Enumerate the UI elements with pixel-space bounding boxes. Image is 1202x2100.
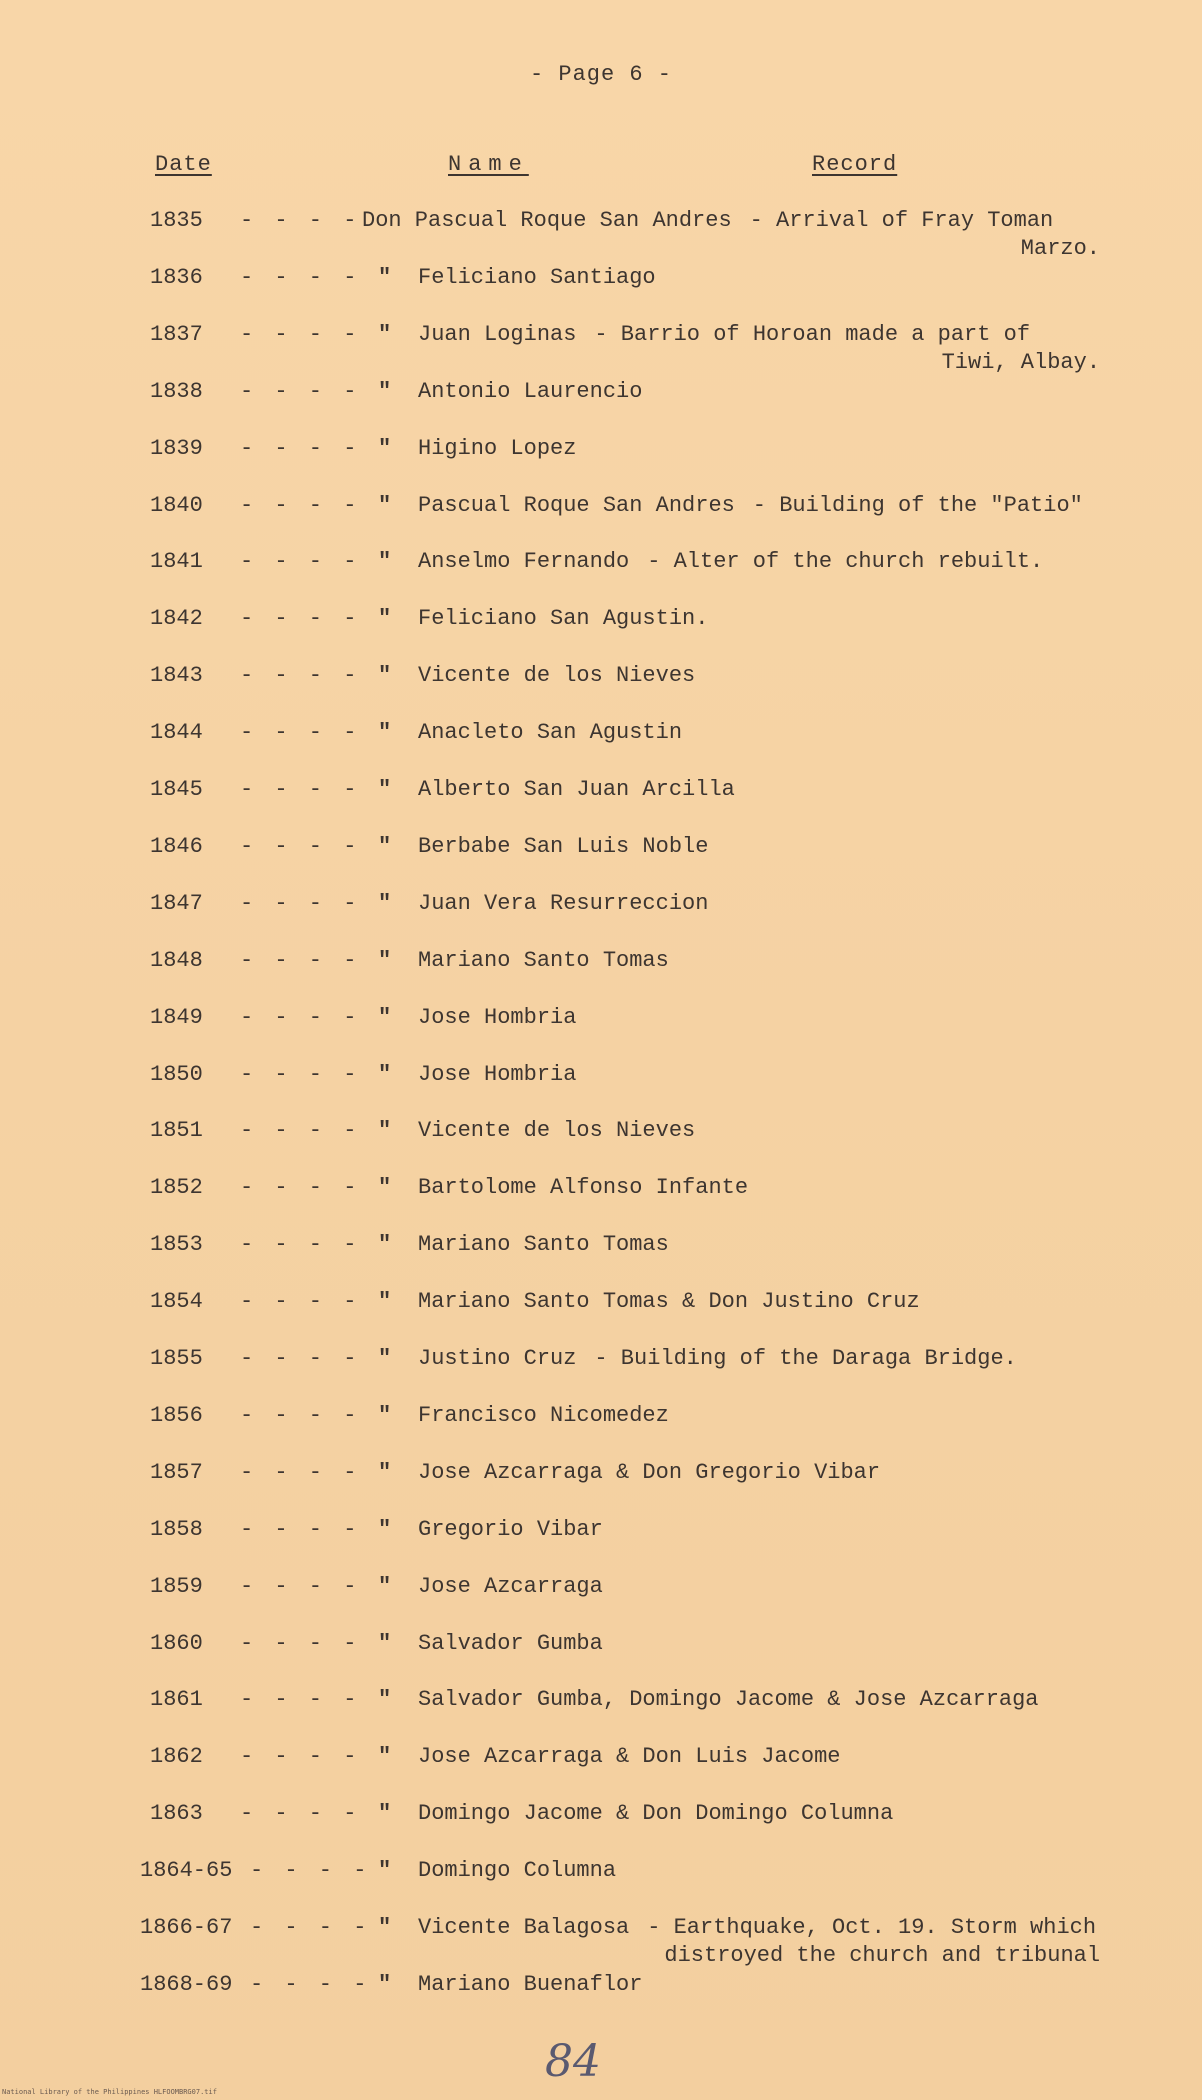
row-year: 1866-67 (140, 1915, 233, 1940)
row-dash-leader: - - - - (240, 833, 361, 859)
ditto-mark: " (378, 1573, 392, 1599)
table-row (0, 1517, 1202, 1573)
row-year: 1844 (150, 720, 203, 746)
ditto-mark: " (378, 606, 392, 632)
page-title: - Page 6 - (529, 62, 673, 87)
row-name: Alberto San Juan Arcilla (418, 777, 735, 802)
row-record-continuation: Tiwi, Albay. (941, 349, 1101, 375)
row-name: Jose Azcarraga & Don Gregorio Vibar (418, 1459, 881, 1485)
row-dash-leader: - - - - (240, 1175, 361, 1201)
row-year: 1839 (150, 435, 203, 461)
row-name: Don Pascual Roque San Andres (362, 208, 732, 233)
row-dash-leader: - - - - (240, 1061, 361, 1087)
table-row (0, 720, 1202, 776)
table-row (0, 1289, 1202, 1345)
row-dash-leader: - - - - (250, 1858, 371, 1884)
table-row (0, 1403, 1202, 1459)
row-name: Antonio Laurencio (418, 378, 643, 404)
row-dash-leader: - - - - (240, 321, 361, 347)
row-dash-leader: - - - - (250, 1971, 371, 1997)
row-name: Berbabe San Luis Noble (418, 833, 709, 859)
table-row (0, 663, 1202, 719)
row-dash-leader: - - - - (240, 1004, 361, 1030)
row-name: Salvador Gumba, Domingo Jacome & Jose Azcarraga (418, 1687, 1039, 1713)
ditto-mark: " (378, 1346, 392, 1371)
table-row (0, 891, 1202, 947)
row-name: Mariano Santo Tomas (418, 947, 669, 973)
row-name: Jose Hombria (418, 1004, 577, 1030)
row-name: Domingo Jacome & Don Domingo Columna (418, 1801, 894, 1827)
handwritten-page-number: 84 (545, 2036, 601, 2087)
ditto-mark: " (378, 720, 392, 746)
row-name: Vicente Balagosa (418, 1915, 630, 1940)
row-name: Pascual Roque San Andres (418, 492, 735, 518)
row-year: 1857 (150, 1459, 203, 1485)
row-name: Jose Azcarraga (418, 1573, 603, 1599)
table-row (0, 1687, 1202, 1743)
row-year: 1846 (150, 833, 203, 859)
table-row (0, 1972, 1202, 2028)
header-date: Date (155, 152, 212, 177)
row-year: 1850 (150, 1061, 203, 1087)
table-row (0, 606, 1202, 662)
ditto-mark: " (378, 663, 392, 689)
row-name: Anselmo Fernando (418, 549, 630, 575)
row-dash-leader: - - - - (240, 606, 361, 632)
row-record: - Barrio of Horoan made a part of (594, 321, 1031, 347)
row-dash-leader: - - - - (240, 1402, 361, 1428)
footer-caption: National Library of the Philippines HLFOOMBRG07.tif (2, 2088, 217, 2096)
row-record: - Building of the "Patio" (752, 492, 1083, 518)
row-dash-leader: - - - - (240, 890, 361, 916)
row-year: 1841 (150, 549, 203, 575)
ditto-mark: " (378, 777, 392, 802)
ditto-mark: " (378, 1402, 392, 1428)
row-year: 1858 (150, 1516, 203, 1542)
ditto-mark: " (378, 1004, 392, 1030)
row-name: Mariano Santo Tomas (418, 1232, 669, 1258)
header-name: Name (448, 152, 529, 177)
row-year: 1838 (150, 378, 203, 404)
row-dash-leader: - - - - (240, 1573, 361, 1599)
table-row (0, 1631, 1202, 1687)
row-year: 1859 (150, 1573, 203, 1599)
row-name: Mariano Buenaflor (418, 1971, 643, 1997)
row-dash-leader: - - - - (240, 1516, 361, 1542)
row-year: 1843 (150, 663, 203, 689)
row-dash-leader: - - - - (240, 1630, 361, 1656)
row-year: 1868-69 (140, 1971, 233, 1997)
table-row (0, 948, 1202, 1004)
table-row (0, 208, 1202, 264)
ditto-mark: " (378, 378, 392, 404)
row-dash-leader: - - - - (240, 208, 361, 233)
ditto-mark: " (378, 947, 392, 973)
table-row (0, 1062, 1202, 1118)
row-year: 1848 (150, 947, 203, 973)
row-dash-leader: - - - - (240, 378, 361, 404)
row-year: 1851 (150, 1118, 203, 1144)
row-dash-leader: - - - - (240, 1289, 361, 1315)
ditto-mark: " (378, 492, 392, 518)
row-dash-leader: - - - - (240, 1744, 361, 1770)
row-record-continuation: Marzo. (1020, 236, 1101, 261)
ditto-mark: " (378, 1858, 392, 1884)
row-name: Domingo Columna (418, 1858, 617, 1884)
row-year: 1836 (150, 264, 203, 290)
row-name: Bartolome Alfonso Infante (418, 1175, 749, 1201)
table-row (0, 834, 1202, 890)
row-year: 1847 (150, 890, 203, 916)
ditto-mark: " (378, 890, 392, 916)
row-dash-leader: - - - - (240, 1118, 361, 1144)
row-dash-leader: - - - - (240, 1459, 361, 1485)
row-record: - Alter of the church rebuilt. (647, 549, 1044, 575)
row-year: 1852 (150, 1175, 203, 1201)
row-year: 1863 (150, 1801, 203, 1827)
table-row (0, 1005, 1202, 1061)
header-record: Record (812, 152, 898, 177)
row-dash-leader: - - - - (240, 1801, 361, 1827)
row-year: 1842 (150, 606, 203, 632)
row-name: Vicente de los Nieves (418, 1118, 696, 1144)
row-year: 1860 (150, 1630, 203, 1656)
ditto-mark: " (378, 1801, 392, 1827)
row-year: 1835 (150, 208, 203, 233)
table-row (0, 1118, 1202, 1174)
table-row (0, 322, 1202, 378)
row-dash-leader: - - - - (240, 1232, 361, 1258)
ditto-mark: " (378, 549, 392, 575)
table-row (0, 1744, 1202, 1800)
ditto-mark: " (378, 1289, 392, 1315)
table-row (0, 1574, 1202, 1630)
table-row (0, 549, 1202, 605)
row-year: 1862 (150, 1744, 203, 1770)
table-row (0, 1915, 1202, 1971)
row-year: 1849 (150, 1004, 203, 1030)
row-dash-leader: - - - - (240, 492, 361, 518)
row-record: - Earthquake, Oct. 19. Storm which (647, 1915, 1097, 1940)
row-dash-leader: - - - - (240, 1687, 361, 1713)
row-name: Salvador Gumba (418, 1630, 603, 1656)
table-row (0, 379, 1202, 435)
table-row (0, 1175, 1202, 1231)
row-name: Justino Cruz (418, 1346, 577, 1371)
row-record: - Building of the Daraga Bridge. (594, 1346, 1017, 1371)
ditto-mark: " (378, 1175, 392, 1201)
row-year: 1854 (150, 1289, 203, 1315)
row-name: Vicente de los Nieves (418, 663, 696, 689)
ditto-mark: " (378, 1915, 392, 1940)
row-name: Gregorio Vibar (418, 1516, 603, 1542)
row-dash-leader: - - - - (240, 947, 361, 973)
ditto-mark: " (378, 264, 392, 290)
row-dash-leader: - - - - (250, 1915, 371, 1940)
row-name: Anacleto San Agustin (418, 720, 683, 746)
row-dash-leader: - - - - (240, 720, 361, 746)
row-year: 1853 (150, 1232, 203, 1258)
row-name: Francisco Nicomedez (418, 1402, 669, 1428)
ditto-mark: " (378, 1061, 392, 1087)
table-row (0, 1346, 1202, 1402)
row-year: 1840 (150, 492, 203, 518)
row-dash-leader: - - - - (240, 264, 361, 290)
ditto-mark: " (378, 1516, 392, 1542)
row-dash-leader: - - - - (240, 435, 361, 461)
row-year: 1864-65 (140, 1858, 233, 1884)
row-dash-leader: - - - - (240, 777, 361, 802)
ditto-mark: " (378, 1971, 392, 1997)
table-row (0, 1858, 1202, 1914)
ditto-mark: " (378, 1232, 392, 1258)
table-row (0, 493, 1202, 549)
table-row (0, 777, 1202, 833)
table-row (0, 1232, 1202, 1288)
row-year: 1856 (150, 1402, 203, 1428)
row-dash-leader: - - - - (240, 549, 361, 575)
row-name: Mariano Santo Tomas & Don Justino Cruz (418, 1289, 920, 1315)
row-name: Higino Lopez (418, 435, 577, 461)
ditto-mark: " (378, 833, 392, 859)
ditto-mark: " (378, 1687, 392, 1713)
ditto-mark: " (378, 1744, 392, 1770)
row-year: 1861 (150, 1687, 203, 1713)
table-row (0, 436, 1202, 492)
row-name: Jose Hombria (418, 1061, 577, 1087)
table-row (0, 1801, 1202, 1857)
ditto-mark: " (378, 1459, 392, 1485)
ditto-mark: " (378, 1118, 392, 1144)
table-row (0, 265, 1202, 321)
row-name: Jose Azcarraga & Don Luis Jacome (418, 1744, 841, 1770)
row-record: - Arrival of Fray Toman (749, 208, 1054, 233)
row-name: Feliciano Santiago (418, 264, 656, 290)
row-year: 1855 (150, 1346, 203, 1371)
ditto-mark: " (378, 435, 392, 461)
ditto-mark: " (378, 1630, 392, 1656)
ditto-mark: " (378, 321, 392, 347)
row-dash-leader: - - - - (240, 1346, 361, 1371)
row-record-continuation: distroyed the church and tribunal (664, 1943, 1101, 1968)
row-year: 1845 (150, 777, 203, 802)
row-dash-leader: - - - - (240, 663, 361, 689)
row-name: Juan Vera Resurreccion (418, 890, 709, 916)
row-year: 1837 (150, 321, 203, 347)
row-name: Feliciano San Agustin. (418, 606, 709, 632)
row-name: Juan Loginas (418, 321, 577, 347)
table-row (0, 1460, 1202, 1516)
